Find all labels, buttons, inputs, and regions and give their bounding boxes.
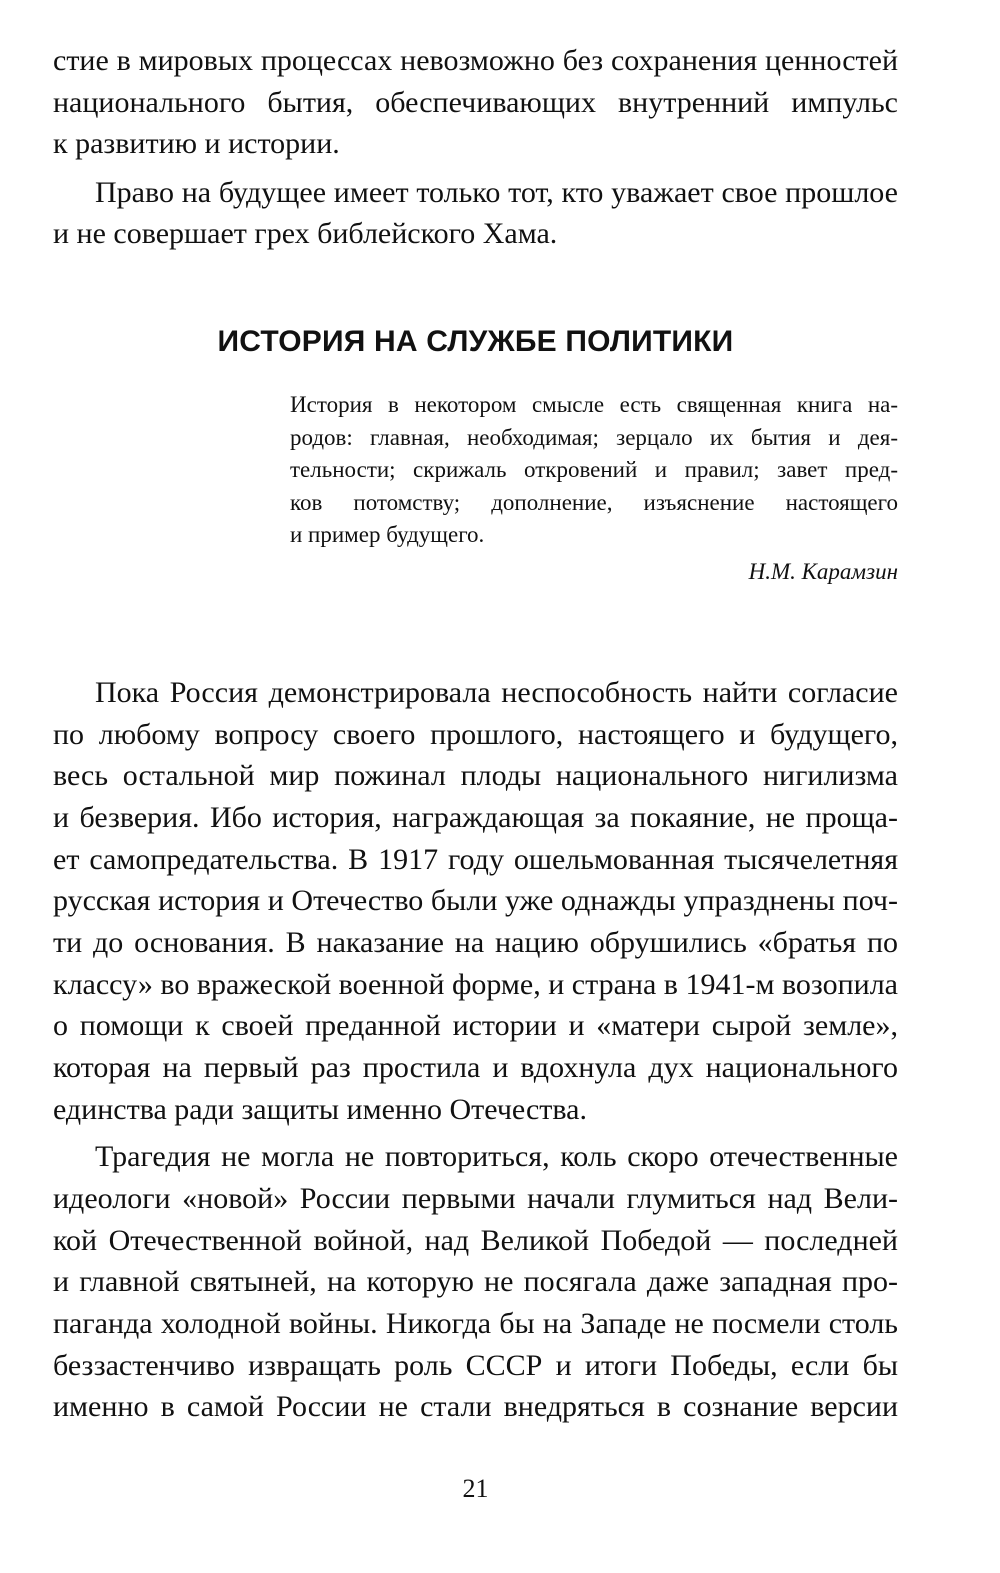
text-line: национального бытия, обеспечивающих внутренний импульс <box>53 85 898 119</box>
page-number: 21 <box>462 1474 489 1503</box>
text-line: которая на первый раз простила и вдохнула дух национального <box>53 1050 898 1084</box>
text-line: к развитию и истории. <box>53 127 340 161</box>
text-line: Право на будущее имеет только тот, кто уважает свое прошлое <box>95 175 898 209</box>
text-line: весь остальной мир пожинал плоды национального нигилизма <box>53 759 898 793</box>
book-page <box>53 40 898 1503</box>
text-line: именно в самой России не стали внедряться в сознание версии <box>53 1390 898 1424</box>
paragraph-intro <box>53 40 898 165</box>
epigraph-line: и пример будущего. <box>290 522 485 547</box>
text-line: и не совершает грех библейского Хама. <box>53 217 558 251</box>
paragraph-russia <box>53 672 898 1130</box>
text-line: по любому вопросу своего прошлого, настоящего и будущего, <box>53 717 898 751</box>
epigraph <box>290 389 898 588</box>
text-line: классу» во вражеской военной форме, и страна в 1941-м возопила <box>53 967 898 1001</box>
text-line: и безверия. Ибо история, награждающая за покаяние, не проща- <box>53 800 898 834</box>
text-line: ет самопредательства. В 1917 году ошельмованная тысячелетняя <box>53 842 898 876</box>
text-line: беззастенчиво извращать роль СССР и итоги Победы, если бы <box>53 1348 898 1382</box>
text-line: о помощи к своей преданной истории и «матери сырой земле», <box>53 1009 898 1043</box>
text-line: единства ради защиты именно Отечества. <box>53 1092 587 1126</box>
epigraph-line: ков потомству; дополнение, изъяснение настоящего <box>290 489 898 515</box>
text-line: стие в мировых процессах невозможно без сохранения ценностей <box>53 44 898 77</box>
text-line: идеологи «новой» России первыми начали глумиться над Вели- <box>53 1181 898 1215</box>
text-line: кой Отечественной войной, над Великой Победой — последней <box>53 1223 898 1257</box>
epigraph-author: Н.М. Карамзин <box>748 558 898 584</box>
text-line: ти до основания. В наказание на нацию обрушились «братья по <box>53 925 898 959</box>
paragraph-right-to-future <box>53 172 898 255</box>
text-line: русская история и Отечество были уже однажды упразднены поч- <box>53 884 898 918</box>
text-line: паганда холодной войны. Никогда бы на Западе не посмели столь <box>53 1306 898 1340</box>
paragraph-tragedy <box>53 1136 898 1428</box>
epigraph-line: родов: главная, необходимая; зерцало их бытия и дея- <box>290 424 898 450</box>
section-heading: ИСТОРИЯ НА СЛУЖБЕ ПОЛИТИКИ <box>217 325 734 358</box>
epigraph-line: тельности; скрижаль откровений и правил; завет пред- <box>290 457 898 482</box>
text-line: Трагедия не могла не повториться, коль скоро отечественные <box>95 1140 898 1174</box>
text-line: Пока Россия демонстрировала неспособность найти согласие <box>95 676 898 709</box>
body-text <box>53 672 898 1428</box>
text-line: и главной святыней, на которую не посягала даже западная про- <box>53 1265 898 1299</box>
epigraph-line: История в некотором смысле есть священная книга на- <box>290 392 898 417</box>
